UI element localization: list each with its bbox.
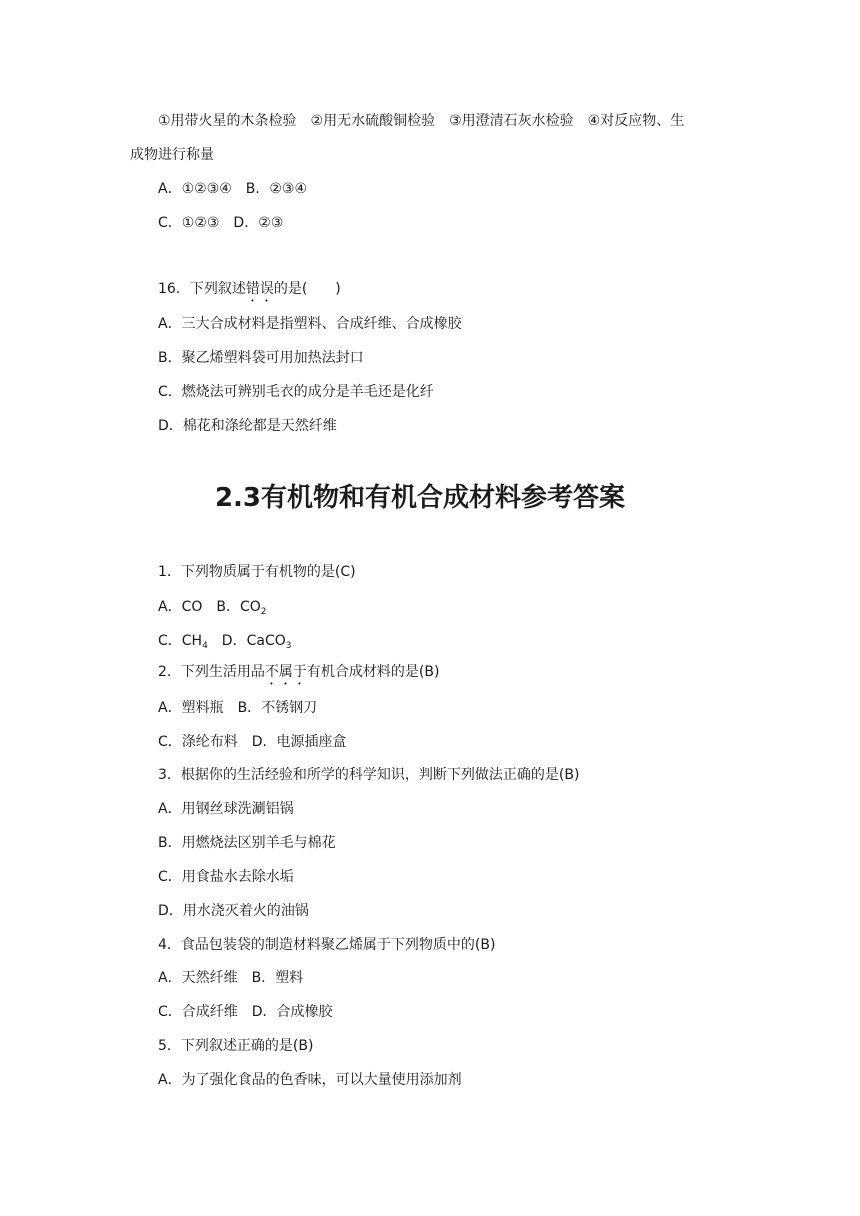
q15-choice-cd: C．①②③ D．②③ — [158, 215, 284, 231]
q16-stem-emphasis: 错误 — [245, 281, 274, 297]
q16-stem-suffix: 的是( ) — [273, 281, 341, 297]
q16-stem — [130, 279, 341, 305]
answer5-stem: 5．下列叙述正确的是(B) — [158, 1038, 314, 1054]
q16-option-a: A．三大合成材料是指塑料、合成纤维、合成橡胶 — [158, 316, 462, 332]
answer1-choice-ab-subscript: 2 — [260, 607, 267, 617]
answer4-choice-ab: A．天然纤维 B．塑料 — [158, 970, 304, 986]
answer3-option-b: B．用燃烧法区别羊毛与棉花 — [158, 835, 336, 851]
q15-options-text-line1: ①用带火星的木条检验 ②用无水硫酸铜检验 ③用澄清石灰水检验 ④对反应物、生 — [158, 113, 685, 129]
answer3-stem: 3．根据你的生活经验和所学的科学知识，判断下列做法正确的是(B) — [158, 767, 580, 783]
answer5-option-a: A．为了强化食品的色香味，可以大量使用添加剂 — [158, 1072, 462, 1088]
q16-option-d: D．棉花和涤纶都是天然纤维 — [158, 418, 337, 434]
q15-choice-ab: A．①②③④ B．②③④ — [158, 181, 308, 197]
answer1-stem: 1．下列物质属于有机物的是(C) — [158, 564, 356, 580]
answer1-choice-c-subscript: 4 — [202, 641, 208, 651]
answer3-option-c: C．用食盐水去除水垢 — [158, 869, 294, 885]
answer1-choice-d-subscript: 3 — [285, 641, 292, 651]
q16-stem-prefix: 16．下列叙述 — [158, 281, 246, 297]
answer2-stem-prefix: 2．下列生活用品 — [158, 664, 265, 680]
answer2-stem-emphasis: 不属于 — [264, 664, 307, 680]
answer2-choice-cd: C．涤纶布料 D．电源插座盒 — [158, 734, 347, 750]
answer2-stem — [130, 662, 439, 688]
answer2-choice-ab: A．塑料瓶 B．不锈钢刀 — [158, 700, 318, 716]
q16-option-b: B．聚乙烯塑料袋可用加热法封口 — [158, 350, 364, 366]
answer1-choice-ab — [130, 597, 267, 617]
answer-section-title: 2.3有机物和有机合成材料参考答案 — [214, 483, 626, 513]
answer1-choice-d-text: D．CaCO — [207, 633, 286, 649]
q15-options-text-line2: 成物进行称量 — [130, 147, 214, 163]
answer1-choice-cd — [130, 631, 291, 651]
answer4-stem: 4．食品包装袋的制造材料聚乙烯属于下列物质中的(B) — [158, 937, 496, 953]
answer3-option-d: D．用水浇灭着火的油锅 — [158, 903, 309, 919]
answer3-option-a: A．用钢丝球洗涮铝锅 — [158, 801, 294, 817]
answer1-choice-c-text: C．CH — [158, 633, 203, 649]
answer2-stem-suffix: 有机合成材料的是(B) — [306, 664, 440, 680]
answer4-choice-cd: C．合成纤维 D．合成橡胶 — [158, 1004, 333, 1020]
q16-option-c: C．燃烧法可辨别毛衣的成分是羊毛还是化纤 — [158, 384, 434, 400]
answer1-choice-ab-text: A．CO B．CO — [158, 599, 261, 615]
